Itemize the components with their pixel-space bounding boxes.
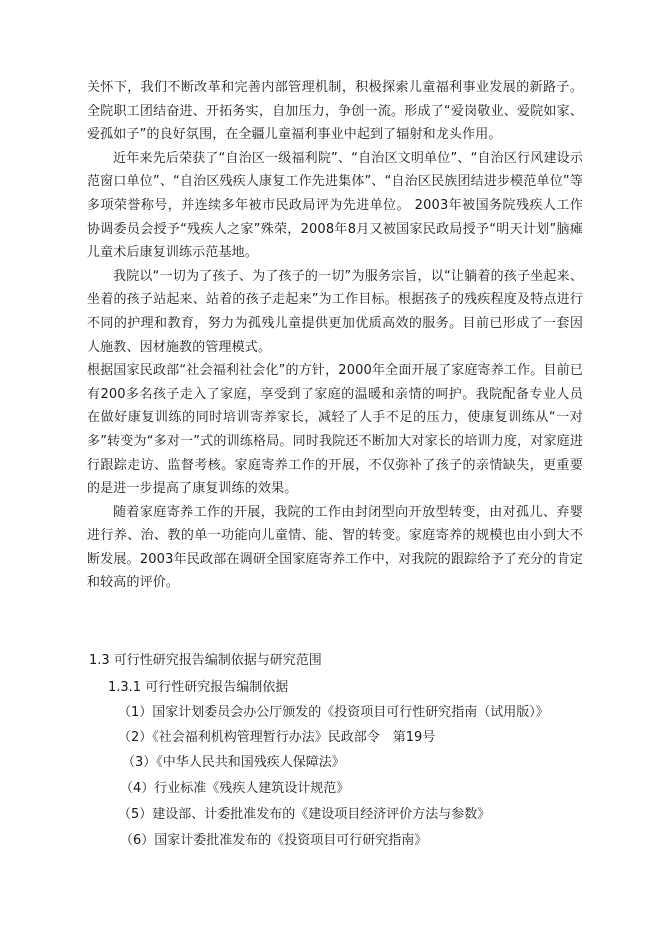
paragraph-1: 关怀下，我们不断改革和完善内部管理机制，积极探索儿童福利事业发展的新路子。全院职工团结奋进、开拓务实，自加压力，争创一流。形成了“爱岗敬业、爱院如家、爱孤如子”的良好氛围，在全疆儿童福利事业中起到了辐射和龙头作用。 <box>87 80 583 143</box>
reference-item: （1）国家计划委员会办公厅颁发的《投资项目可行性研究指南（试用版）》 <box>118 705 549 720</box>
paragraph-2: 近年来先后荣获了“自治区一级福利院”、“自治区文明单位”、“自治区行风建设示范窗口单位”、“自治区残疾人康复工作先进集体”、“自治区民族团结进步模范单位”等多项荣誉称号，并连续多年被市民政局评为先进单位。 2003年被国务院残疾人工作协调委员会授予“残疾人之家”殊荣，2008年8月又被国家民政局授予“明天计划”脑瘫儿童术后康复训练示范基地。 <box>87 150 583 261</box>
body-text <box>87 76 583 595</box>
paragraph-4: 根据国家民政部“社会福利社会化”的方针，2000年全面开展了家庭寄养工作。目前已有200多名孩子走入了家庭，享受到了家庭的温暖和亲情的呵护。我院配备专业人员在做好康复训练的同时培训寄养家长，减轻了人手不足的压力，使康复训练从“一对多”转变为“多对一”式的训练格局。同时我院还不断加大对家长的培训力度，对家庭进行跟踪走访、监督考核。家庭寄养工作的开展，不仅弥补了孩子的亲情缺失，更重要的是进一步提高了康复训练的效果。 <box>87 363 583 497</box>
section-heading: 1.3 可行性研究报告编制依据与研究范围 <box>89 653 322 668</box>
subsection-heading: 1.3.1 可行性研究报告编制依据 <box>108 680 289 695</box>
reference-item: （6）国家计委批准发布的《投资项目可行研究指南》 <box>120 833 428 848</box>
reference-item: （5）建设部、计委批准发布的《建设项目经济评价方法与参数》 <box>118 807 491 822</box>
paragraph-3: 我院以“一切为了孩子、为了孩子的一切”为服务宗旨，以“让躺着的孩子坐起来、坐着的孩子站起来、站着的孩子走起来”为工作目标。根据孩子的残疾程度及特点进行不同的护理和教育，努力为孤残儿童提供更加优质高效的服务。目前已形成了一套因人施教、因材施教的管理模式。 <box>87 268 583 355</box>
reference-item: （4）行业标准《残疾人建筑设计规范》 <box>120 781 350 796</box>
paragraph-5: 随着家庭寄养工作的开展，我院的工作由封闭型向开放型转变，由对孤儿、弃婴进行养、治、教的单一功能向儿童情、能、智的转变。家庭寄养的规模也由小到大不断发展。2003年民政部在调研全国家庭寄养工作中，对我院的跟踪给予了充分的肯定和较高的评价。 <box>87 504 583 591</box>
reference-item: （3）《中华人民共和国残疾人保障法》 <box>122 755 345 770</box>
reference-item: （2）《社会福利机构管理暂行办法》民政部令 第19号 <box>118 730 436 745</box>
